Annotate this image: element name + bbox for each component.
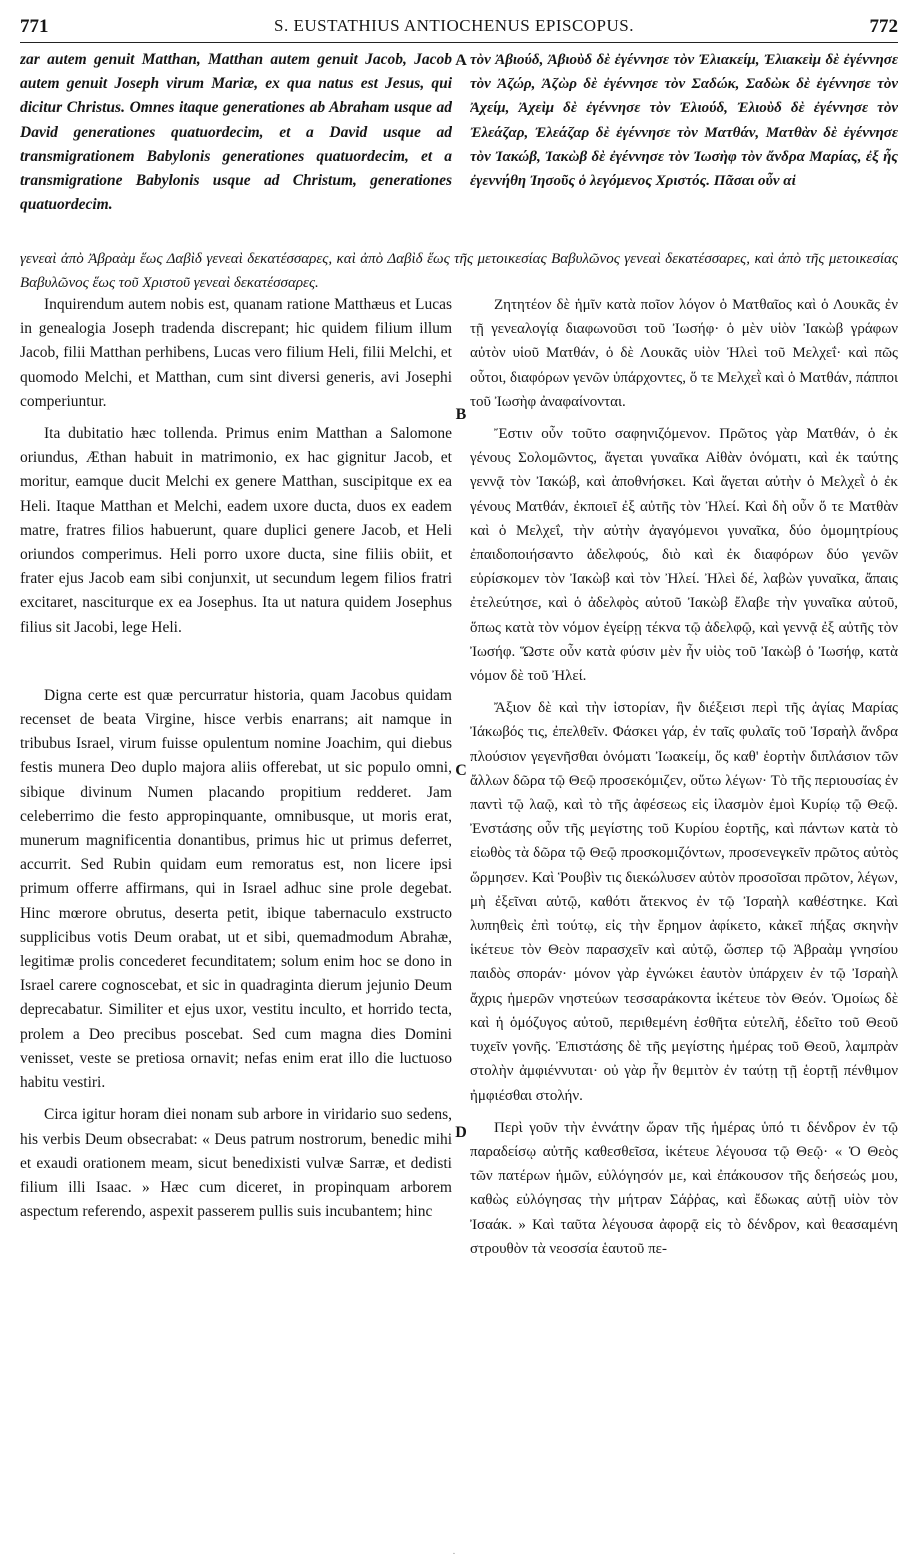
latin-lineage-text: zar autem genuit Matthan, Matthan autem genuit Jacob, Jacob autem genuit Joseph virum Mariæ, ex qua natus est Jesus, qui dicitur Christus. Omnes itaque generationes ab Abraham usque ad David generationes quatuordecim, et a David usque ad transmigrationem Babylonis generationes quatuordecim, et a transmigratione Babylonis usque ad Christum, generationes quatuordecim. (20, 51, 452, 214)
latin-paragraph-4: Circa igitur horam diei nonam sub arbore in viridario suo sedens, his verbis Deum obsecrabat: « Deus patrum nostrorum, benedic mihi et exaudi orationem meam, sicut benedixisti vulvæ Sarræ, et dedisti filium illi Isaac. » Hæc cum diceret, in propinquam arborem aspectum referendo, aspexit passerem pullis suis incubantem; hinc (20, 1106, 452, 1221)
greek-paragraph-3: Ἄξιον δὲ καὶ τὴν ἱστορίαν, ἣν διέξεισι περὶ τῆς ἁγίας Μαρίας Ἰάκωβός τις, ἐπελθεῖν. Φάσκει γάρ, ἐν ταῖς φυλαῖς τοῦ Ἰσραὴλ ἄνδρα πλούσιον γεγενῆσθαι ὀνόματι Ἰωακείμ, ὅς καθ' ἑορτὴν διπλάσιον τῶν ἄλλων δῶρα τῷ Θεῷ προσεκόμιζεν, οὕτω λέγων· Τὸ τῆς περιουσίας ἐν παντὶ τῷ λαῷ, καὶ τὸ τῆς ἀφέσεως εἰς ἱλασμὸν ἐμοὶ Κυρίῳ τῷ Θεῷ. Ἐνστάσης οὖν τῆς μεγίστης τοῦ Κυρίου ἑορτῆς, καὶ πάντων κατὰ τὸ εἰωθὸς τὰ δῶρα τῷ Θεῷ προσκομιζόντων, προσενεγκεῖν πρῶτος αὐτὸς ὥρμησεν. Καὶ Ῥουβὶν τις διεκώλυσεν αὐτὸν προσοῖσαι πρῶτον, λέγων, μὴ ἐξεῖναι αὐτῷ, καθότι ἄτεκνος ἐν τῷ Ἰσραὴλ καθέστηκε. Καὶ λυπηθεὶς ἐπὶ τούτῳ, εἰς τὴν ἔρημον ἀφίκετο, κἀκεῖ πήξας σκηνὴν ἱκέτευε τὸν Θεὸν παρασχεῖν καὶ αὐτῷ, ὥσπερ τῷ Ἀβραὰμ γνησίου παιδὸς σποράν· μόνον γὰρ ἐγνώκει ἑαυτὸν ὑπάρχειν ἐν τῷ Ἰσραὴλ ἄχρις ἡμερῶν νηστεύων τεσσαράκοντα ἱκέτευε τὸν Θεόν. Ὁμοίως δὲ καὶ ἡ ὁμόζυγος αὐτοῦ, περιθεμένη ἐσθῆτα εὐτελῆ, ἐδεῖτο τοῦ Θεοῦ τυχεῖν γονῆς. Ἐπιστάσης δὲ τῆς μεγίστης ἡμέρας τοῦ Θεοῦ, λαμπρὰν στολὴν ἀμφιέννυται· οὐ γὰρ ἦν θεμιτὸν ἐν ταύτῃ τῇ ἑορτῇ πένθιμον ἠμφιέσθαι στολήν. (470, 700, 898, 1104)
page-number-right: 772 (869, 16, 898, 37)
page-number-left: 771 (20, 16, 49, 37)
greek-genealogy (470, 48, 898, 246)
latin-column (20, 293, 452, 1545)
footer-mark: · (452, 1548, 456, 1560)
page-header (0, 10, 908, 42)
greek-column (470, 293, 898, 1545)
greek-wide-line: γενεαὶ ἀπὸ Ἀβραὰμ ἕως Δαβὶδ γενεαὶ δεκατέσσαρες, καὶ ἀπὸ Δαβὶδ ἕως τῆς μετοικεσίας Βαβυλῶνος γενεαὶ δεκατέσσαρες, καὶ ἀπὸ τῆς μετοικεσίας Βαβυλῶνος ἕως τοῦ Χριστοῦ γενεαὶ δεκατέσσαρες. (20, 251, 898, 291)
margin-letter-c: C (455, 762, 467, 779)
header-rule (20, 42, 898, 43)
greek-paragraph-4: Περὶ γοῦν τὴν ἐννάτην ὥραν τῆς ἡμέρας ὑπό τι δένδρον ἐν τῷ παραδείσῳ αὐτῆς καθεσθεῖσα, ἱκέτευε λέγουσα τῷ Θεῷ· « Ὁ Θεὸς τῶν πατέρων ἡμῶν, εὐλόγησόν με, καὶ ἐπάκουσον τῆς δεήσεώς μου, καθὼς εὐλόγησας τὴν μήτραν Σάῤῥας, καὶ ἔδωκας αὐτῇ υἱὸν τὸν Ἰσαάκ. » Καὶ ταῦτα λέγουσα ἀφορᾷ εἰς τὸ δένδρον, καὶ θεασαμένη στρουθὸν τὰ νεοσσία ἑαυτοῦ πε- (470, 1119, 898, 1257)
latin-paragraph-3: Digna certe est quæ percurratur historia, quam Jacobus quidam recenset de beata Virgine, hisce verbis enarrans; ait namque in tribubus Israel, virum fuisse opulentum nomine Joachim, qui diebus festis munera Deo duplo majora aliis offerebat, ut sic populo omni, sibique divinum Numen placando propitium redderet. Jam celeberrimo die festo appropinquante, omnibusque, ut moris erat, munerum magnificentia donantibus, primus hic ut primus deferret, accurrit. Sed Rubin quidam eum remoratus est, non licere ipsi primum offerre affirmans, qui in Israel adhuc sine prole degebat. Hinc mœrore obrutus, deserta petit, ibique tabernaculo exstructo supplicibus votis Deum orabat, ut et sibi, quemadmodum Abrahæ, legitimæ prolis concederet fecunditatem; solum enim hoc se dono in Israel carere cognoscebat, et sic in quadraginta dierum jejunio Deum deprecabatur. Similiter et ejus uxor, vestitu inculto, et horrido tecta, prolem a Deo precibus poscebat. Sed cum magna dies Domini venisset, veste se pretiosa ornavit; nefas enim erat illo die luctuoso habitu vestiri. (20, 686, 452, 1092)
greek-paragraph-2: Ἔστιν οὖν τοῦτο σαφηνιζόμενον. Πρῶτος γὰρ Ματθάν, ὁ ἐκ γένους Σολομῶντος, ἄγεται γυναῖκα Αἰθὰν ὀνόματι, καὶ ἐκ ταύτης γεννᾷ τὸν Ἰακώβ, καὶ ἀποθνήσκει. Καὶ ἄγεται αὐτὴν ὁ Μελχεῒ ὁ ἐκ γένους Ματθάν, ἐκποιεῖ ἐξ αὐτῆς τὸν Ἠλεί. Καὶ δὴ οὖν ὅ τε Ματθὰν καὶ ὁ Μελχεΐ, τὴν αὐτὴν ἀγαγόμενοι γυναῖκα, δύο ὁμομητρίους ἐπαιδοποιήσαντο ἀδελφούς, διὸ καὶ ἐκ διαφόρων δύο γενῶν εὑρίσκομεν τὸν Ἰακὼβ καὶ τὸν Ἠλεί. Ἠλεὶ δέ, λαβὼν γυναῖκα, ἄπαις ἐτελεύτησε, καὶ ὁ ἀδελφὸς αὐτοῦ Ἰακὼβ ἔλαβε τὴν γυναῖκα αὐτοῦ, ὅπως κατὰ τὸν νόμον ἐγείρῃ τέκνα τῷ ἀδελφῷ, καὶ γεννᾷ ἐξ αὐτῆς τὸν Ἰωσήφ. Ὥστε οὖν κατὰ φύσιν μὲν ἦν υἱὸς τοῦ Ἰακὼβ ὁ Ἰωσήφ, κατὰ νόμον δὲ τοῦ Ἠλεί. (470, 426, 898, 685)
greek-paragraph-1: Ζητητέον δὲ ἡμῖν κατὰ ποῖον λόγον ὁ Ματθαῖος καὶ ὁ Λουκᾶς ἐν τῇ γενεαλογίᾳ διαφωνοῦσι τοῦ Ἰωσήφ· ὁ μὲν υἱὸν Ἰακὼβ γράφων αὐτὸν υἱοῦ Ματθάν, ὁ δὲ Λουκᾶς υἱὸν Ἠλεὶ τοῦ Μελχεΐ· καὶ πῶς οὗτοι, διαφόρων γενῶν ὑπάρχοντες, ὅ τε Μελχεῒ καὶ ὁ Ματθάν, πάπποι τοῦ Ἰωσὴφ ἀναφαίνονται. (470, 297, 898, 410)
latin-genealogy (20, 48, 452, 246)
latin-paragraph-1: Inquirendum autem nobis est, quanam ratione Matthæus et Lucas in genealogia Joseph tradenda discrepant; hic quidem filium illum Jacob, filii Matthan perhibens, Lucas vero filium Heli, filii Melchi, et quomodo Melchi, et Matthan, cum sint diversi generis, avi Josephi comperiuntur. (20, 296, 452, 410)
latin-paragraph-2: Ita dubitatio hæc tollenda. Primus enim Matthan a Salomone oriundus, Æthan habuit in matrimonio, ex hac gignitur Jacob, et moritur, eamque ducit Melchi ex genere Matthan, suscipitque ex ea Heli. Itaque Matthan et Melchi, eadem uxore ducta, duos ex eadem matre, fratres filios habuerunt, quare duplici genere Jacob, et Heli oriundos comperimus. Heli porro uxore ducta, sine filiis obiit, et frater ejus Jacob eam sibi conjunxit, ut secundum legem filios fratri excitaret, nasciturque ex ea Josephus. Ita ut natura quidem Josephus filius sit Jacobi, lege Heli. (20, 425, 452, 636)
margin-letter-a: A (455, 52, 467, 69)
margin-letter-d: D (455, 1124, 467, 1141)
margin-letter-b: B (455, 406, 467, 423)
running-title: S. EUSTATHIUS ANTIOCHENUS EPISCOPUS. (274, 16, 634, 35)
greek-lineage-text: τὸν Ἀβιούδ, Ἀβιοὺδ δὲ ἐγέννησε τὸν Ἐλιακείμ, Ἐλιακεὶμ δὲ ἐγέννησε τὸν Ἀζώρ, Ἀζὼρ δὲ ἐγέννησε τὸν Σαδώκ, Σαδὼκ δὲ ἐγέννησε τὸν Ἀχείμ, Ἀχεὶμ δὲ ἐγέννησε τὸν Ἐλιούδ, Ἐλιοὺδ δὲ ἐγέννησε τὸν Ἐλεάζαρ, Ἐλεάζαρ δὲ ἐγέννησε τὸν Ματθάν, Ματθὰν δὲ ἐγέννησε τὸν Ἰακώβ, Ἰακὼβ δὲ ἐγέννησε τὸν Ἰωσὴφ τὸν ἄνδρα Μαρίας, ἐξ ἧς ἐγεννήθη Ἰησοῦς ὁ λεγόμενος Χριστός. Πᾶσαι οὖν αἱ (470, 52, 898, 190)
